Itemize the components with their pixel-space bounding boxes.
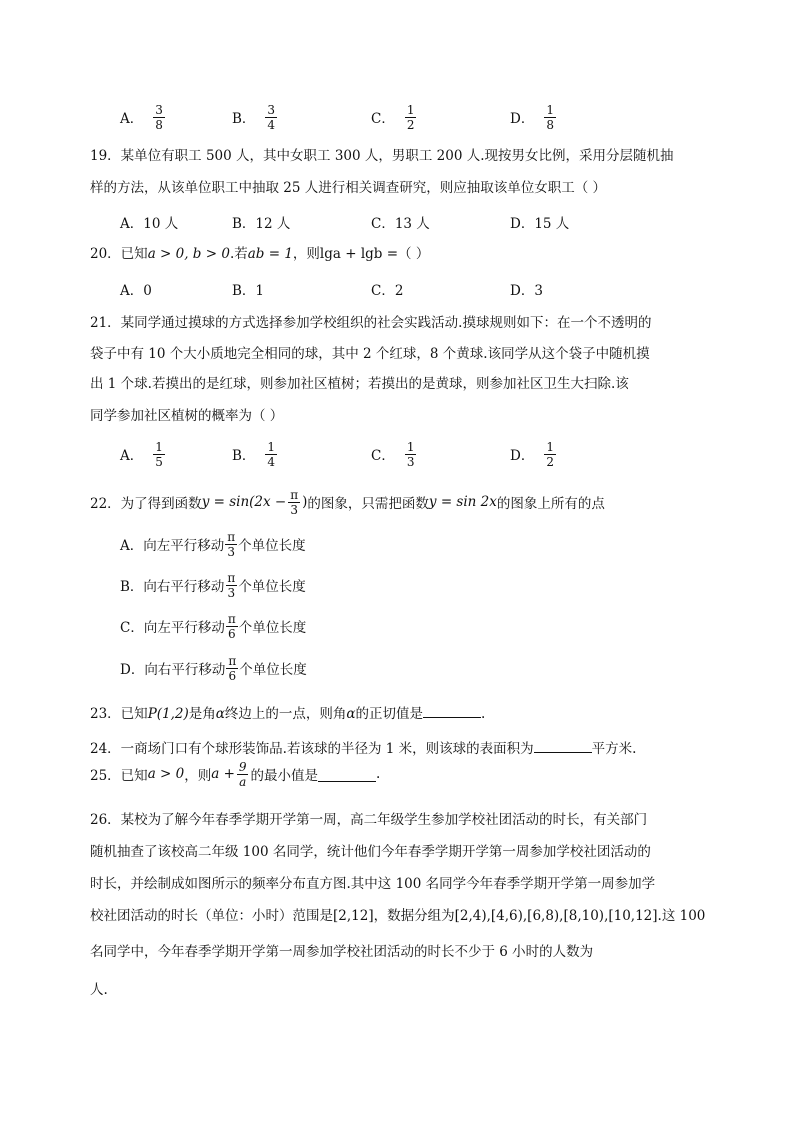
q26-line-4b: ，数据分组为 xyxy=(373,908,455,924)
q25-expression: a + xyxy=(211,766,235,782)
q26-line-5: 名同学中，今年春季学期开学第一周参加学校社团活动的时长不少于 6 小时的人数为 xyxy=(90,944,594,960)
denominator: 4 xyxy=(267,454,276,469)
q25-condition: a > 0 xyxy=(147,766,185,782)
denominator: 8 xyxy=(155,117,163,132)
option-tail: 个单位长度 xyxy=(239,662,307,678)
denominator: 3 xyxy=(290,502,298,517)
fraction xyxy=(153,440,165,469)
q23-prefix: 23．已知 xyxy=(90,706,148,722)
fraction xyxy=(153,103,165,132)
fraction xyxy=(265,103,277,132)
q18-option-b xyxy=(232,99,279,135)
fraction xyxy=(544,103,556,132)
q20-expression: lga + lgb = xyxy=(319,246,399,262)
q20-stem xyxy=(90,244,429,264)
q22-mid: 的图象，只需把函数 xyxy=(307,496,429,512)
q21-option-b xyxy=(232,436,279,472)
numerator: π xyxy=(228,653,237,668)
q20-mid-2: ，则 xyxy=(292,246,320,262)
q23-stem xyxy=(90,703,485,724)
option-label: C． xyxy=(371,448,395,464)
option-label: B． xyxy=(232,448,256,464)
q22-option-d xyxy=(120,650,307,686)
denominator: 6 xyxy=(228,668,237,683)
q19-line-1: 19．某单位有职工 500 人，其中女职工 300 人，男职工 200 人.现按男女比例，采用分层随机抽 xyxy=(90,148,674,164)
option-label: C．向左平行移动 xyxy=(120,620,225,636)
q19-option-b: B．12 人 xyxy=(232,216,291,232)
option-tail: 个单位长度 xyxy=(238,538,306,554)
q25-mid: ，则 xyxy=(184,768,212,784)
q25-stem xyxy=(90,754,380,794)
q22-option-b xyxy=(120,567,306,603)
q22-function-1: y = sin(2x − xyxy=(201,494,287,510)
numerator: 9 xyxy=(238,759,247,774)
q19-option-c: C．13 人 xyxy=(371,216,430,232)
q22-suffix: 的图象上所有的点 xyxy=(496,496,605,512)
option-label: A． xyxy=(120,448,144,464)
fraction xyxy=(544,440,556,469)
q22-stem xyxy=(90,484,605,520)
q20-prefix: 20．已知 xyxy=(90,246,148,262)
answer-blank[interactable] xyxy=(534,738,592,753)
q21-line-1: 21．某同学通过摸球的方式选择参加学校组织的社会实践活动.摸球规则如下：在一个不透明的 xyxy=(90,315,652,331)
q18-option-c xyxy=(371,99,418,135)
option-label: C． xyxy=(371,111,395,127)
numerator: 1 xyxy=(406,439,415,454)
option-label: B． xyxy=(232,111,256,127)
q20-option-a: A．0 xyxy=(120,283,152,299)
numerator: π xyxy=(227,570,236,585)
q20-mid: .若 xyxy=(229,246,248,262)
q20-option-c: C．2 xyxy=(371,283,404,299)
numerator: 1 xyxy=(546,102,554,117)
q23-suffix: 的正切值是 xyxy=(355,706,424,722)
numerator: 1 xyxy=(406,102,415,117)
numerator: 1 xyxy=(546,439,554,454)
denominator: 5 xyxy=(155,454,163,469)
q22-function-2: y = sin 2x xyxy=(428,494,497,510)
denominator: 3 xyxy=(227,544,236,559)
q23-alpha: α xyxy=(215,706,225,722)
q22-option-c xyxy=(120,608,306,644)
q22-function-1-close: ) xyxy=(302,494,308,510)
denominator: 2 xyxy=(406,117,415,132)
option-label: D． xyxy=(510,111,535,127)
fraction xyxy=(226,612,238,641)
q23-alpha-2: α xyxy=(346,706,356,722)
option-label: A．向左平行移动 xyxy=(120,538,225,554)
option-tail: 个单位长度 xyxy=(238,579,306,595)
fraction xyxy=(405,103,417,132)
q22-prefix: 22．为了得到函数 xyxy=(90,496,202,512)
denominator: 6 xyxy=(227,626,236,641)
option-label: B．向右平行移动 xyxy=(120,579,225,595)
option-tail: 个单位长度 xyxy=(238,620,307,636)
numerator: 3 xyxy=(155,102,163,117)
q26-line-1: 26．某校为了解今年春季学期开学第一周，高二年级学生参加学校社团活动的时长，有关部门 xyxy=(90,812,648,828)
numerator: π xyxy=(290,487,299,502)
fraction xyxy=(225,571,237,600)
q18-option-a xyxy=(120,99,167,135)
q21-line-4: 同学参加社区植树的概率为（ ） xyxy=(90,408,284,424)
q23-point: P(1,2) xyxy=(147,706,189,722)
q25-end: . xyxy=(376,766,381,782)
q20-suffix: （ ） xyxy=(398,246,430,262)
numerator: π xyxy=(227,611,236,626)
q21-line-2: 袋子中有 10 个大小质地完全相同的球，其中 2 个红球，8 个黄球.该同学从这个袋子中随机摸 xyxy=(90,346,650,362)
fraction xyxy=(225,530,237,559)
q18-option-d xyxy=(510,99,558,135)
q22-option-a xyxy=(120,526,306,562)
denominator: 3 xyxy=(406,454,415,469)
q26-line-6: 人. xyxy=(90,982,108,998)
q21-line-3: 出 1 个球.若摸出的是红球，则参加社区植树；若摸出的是黄球，则参加社区卫生大扫除.该 xyxy=(90,376,629,392)
q24-text: 24．一商场门口有个球形装饰品.若该球的半径为 1 米，则该球的表面积为 xyxy=(90,741,534,757)
q20-option-b: B．1 xyxy=(232,283,265,299)
fraction xyxy=(265,440,277,469)
q19-option-a: A．10 人 xyxy=(120,216,179,232)
numerator: π xyxy=(227,529,236,544)
q25-suffix: 的最小值是 xyxy=(250,768,319,784)
q21-option-a xyxy=(120,436,167,472)
q25-prefix: 25．已知 xyxy=(90,768,148,784)
denominator: 2 xyxy=(546,454,554,469)
q24-end: 平方米. xyxy=(591,741,637,757)
option-label: A． xyxy=(120,111,144,127)
q23-end: . xyxy=(481,706,486,722)
q23-mid-2: 终边上的一点，则角 xyxy=(224,706,347,722)
q26-range: [2,12] xyxy=(333,908,374,924)
denominator: a xyxy=(239,774,247,789)
answer-blank[interactable] xyxy=(318,767,376,782)
fraction xyxy=(237,760,249,789)
answer-blank[interactable] xyxy=(423,703,481,718)
q26-line-2: 随机抽查了该校高二年级 100 名同学，统计他们今年春季学期开学第一周参加学校社团活动的 xyxy=(90,844,651,860)
numerator: 3 xyxy=(267,102,276,117)
fraction xyxy=(288,488,300,517)
q20-condition: a > 0, b > 0 xyxy=(147,246,230,262)
numerator: 1 xyxy=(267,439,276,454)
q26-line-4a: 校社团活动的时长（单位：小时）范围是 xyxy=(90,908,333,924)
denominator: 8 xyxy=(546,117,554,132)
denominator: 4 xyxy=(267,117,276,132)
q26-line-4c: .这 100 xyxy=(657,908,706,924)
option-label: D．向右平行移动 xyxy=(120,662,226,678)
q21-option-c xyxy=(371,436,418,472)
q21-option-d xyxy=(510,436,558,472)
denominator: 3 xyxy=(227,585,236,600)
q19-line-2: 样的方法，从该单位职工中抽取 25 人进行相关调查研究，则应抽取该单位女职工（ ） xyxy=(90,180,607,196)
option-label: D． xyxy=(510,448,535,464)
q19-option-d: D．15 人 xyxy=(510,216,570,232)
q26-line-3: 时长，并绘制成如图所示的频率分布直方图.其中这 100 名同学今年春季学期开学第一周参加学 xyxy=(90,876,656,892)
q20-option-d: D．3 xyxy=(510,283,543,299)
fraction xyxy=(226,654,238,683)
q26-groups: [2,4),[4,6),[6,8),[8,10),[10,12] xyxy=(454,908,658,924)
numerator: 1 xyxy=(155,439,163,454)
q20-condition-2: ab = 1 xyxy=(247,246,293,262)
fraction xyxy=(405,440,417,469)
q26-line-4 xyxy=(90,906,705,926)
q23-mid: 是角 xyxy=(188,706,216,722)
